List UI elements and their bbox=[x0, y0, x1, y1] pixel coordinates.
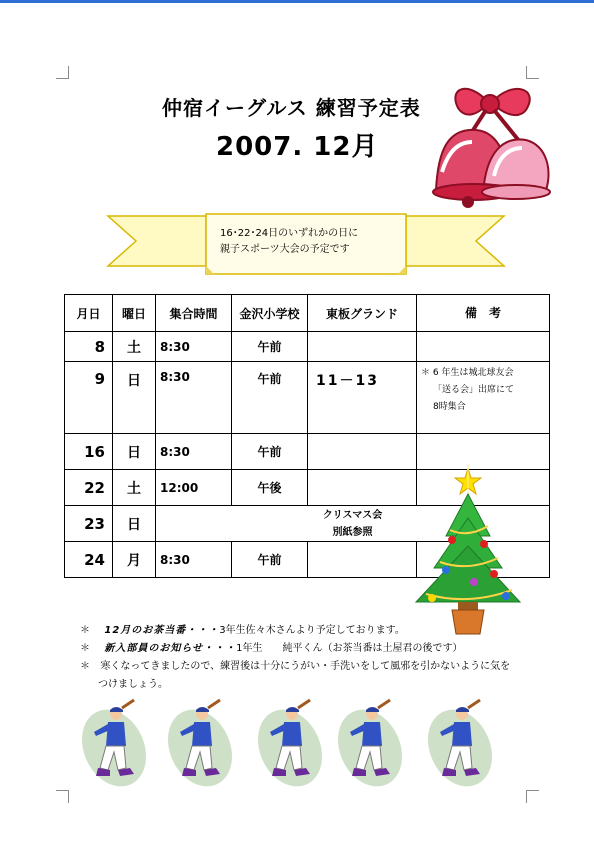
touban-cell bbox=[308, 434, 417, 470]
date-cell: 22 bbox=[65, 470, 113, 506]
bullet-star: ＊ bbox=[80, 661, 90, 672]
note-item bbox=[80, 658, 510, 676]
touban-cell: 11－13 bbox=[308, 362, 417, 434]
note-line: ＊ 6 年生は城北球友会 bbox=[421, 368, 514, 378]
note-item bbox=[80, 640, 510, 658]
note-continuation: つけましょう。 bbox=[98, 679, 168, 690]
banner-line: 16･22･24日のいずれかの日に bbox=[220, 228, 359, 239]
date-cell: 8 bbox=[65, 332, 113, 362]
day-cell: 日 bbox=[113, 434, 156, 470]
kanazawa-cell: 午前 bbox=[232, 332, 308, 362]
note-text: 1年生 純平くん（お茶当番は土屋君の後です） bbox=[236, 643, 463, 654]
time-cell: 12:00 bbox=[156, 470, 232, 506]
touban-cell bbox=[308, 542, 417, 578]
christmas-bells-icon bbox=[428, 80, 556, 210]
kanazawa-cell: 午前 bbox=[232, 362, 308, 434]
note-cell bbox=[417, 332, 550, 362]
touban-cell bbox=[308, 332, 417, 362]
column-header: 備 考 bbox=[417, 295, 550, 332]
baseball-players-decoration bbox=[78, 698, 518, 788]
note-heading: 新入部員のお知らせ・・・ bbox=[104, 643, 237, 654]
notes-section bbox=[80, 622, 510, 694]
day-cell: 月 bbox=[113, 542, 156, 578]
kanazawa-cell: 午前 bbox=[232, 542, 308, 578]
time-cell: 8:30 bbox=[156, 332, 232, 362]
time-cell: 8:30 bbox=[156, 542, 232, 578]
kanazawa-cell: 午前 bbox=[232, 434, 308, 470]
column-header: 東板グランド bbox=[308, 295, 417, 332]
christmas-tree-icon bbox=[402, 464, 532, 636]
column-header: 集合時間 bbox=[156, 295, 232, 332]
note-line: 「送る会」出席にて bbox=[433, 385, 515, 395]
date-cell: 24 bbox=[65, 542, 113, 578]
time-cell: 8:30 bbox=[156, 362, 232, 434]
note-text: 寒くなってきましたので、練習後は十分にうがい・手洗いをして風邪を引かないように気を bbox=[100, 661, 511, 672]
table-row bbox=[65, 362, 550, 434]
table-row bbox=[65, 332, 550, 362]
day-cell: 土 bbox=[113, 470, 156, 506]
table-header-row bbox=[65, 295, 550, 332]
page-subtitle: 2007. 12月 bbox=[216, 132, 379, 162]
day-cell: 日 bbox=[113, 362, 156, 434]
event-line: クリスマス会 bbox=[322, 509, 383, 521]
banner-message bbox=[220, 226, 358, 258]
note-heading: 12月のお茶当番・・・ bbox=[104, 625, 220, 636]
bullet-star: ＊ bbox=[80, 643, 90, 654]
page-title: 仲宿イーグルス 練習予定表 bbox=[162, 96, 421, 120]
day-cell: 日 bbox=[113, 506, 156, 542]
crop-mark-top-left bbox=[56, 66, 69, 79]
note-line: 8時集合 bbox=[433, 402, 466, 412]
event-line: 別紙参照 bbox=[332, 526, 373, 538]
note-item bbox=[80, 622, 510, 640]
date-cell: 23 bbox=[65, 506, 113, 542]
kanazawa-cell: 午後 bbox=[232, 470, 308, 506]
column-header: 金沢小学校 bbox=[232, 295, 308, 332]
banner-line: 親子スポーツ大会の予定です bbox=[220, 244, 350, 255]
bullet-star: ＊ bbox=[80, 625, 90, 636]
touban-cell bbox=[308, 470, 417, 506]
crop-mark-bottom-left bbox=[56, 790, 69, 803]
window-top-bar bbox=[0, 0, 594, 3]
time-cell: 8:30 bbox=[156, 434, 232, 470]
date-cell: 16 bbox=[65, 434, 113, 470]
column-header: 月日 bbox=[65, 295, 113, 332]
note-text: 3年生佐々木さんより予定しております。 bbox=[219, 625, 405, 636]
crop-mark-top-right bbox=[526, 66, 539, 79]
note-cell bbox=[417, 362, 550, 434]
column-header: 曜日 bbox=[113, 295, 156, 332]
day-cell: 土 bbox=[113, 332, 156, 362]
date-cell: 9 bbox=[65, 362, 113, 434]
crop-mark-bottom-right bbox=[526, 790, 539, 803]
